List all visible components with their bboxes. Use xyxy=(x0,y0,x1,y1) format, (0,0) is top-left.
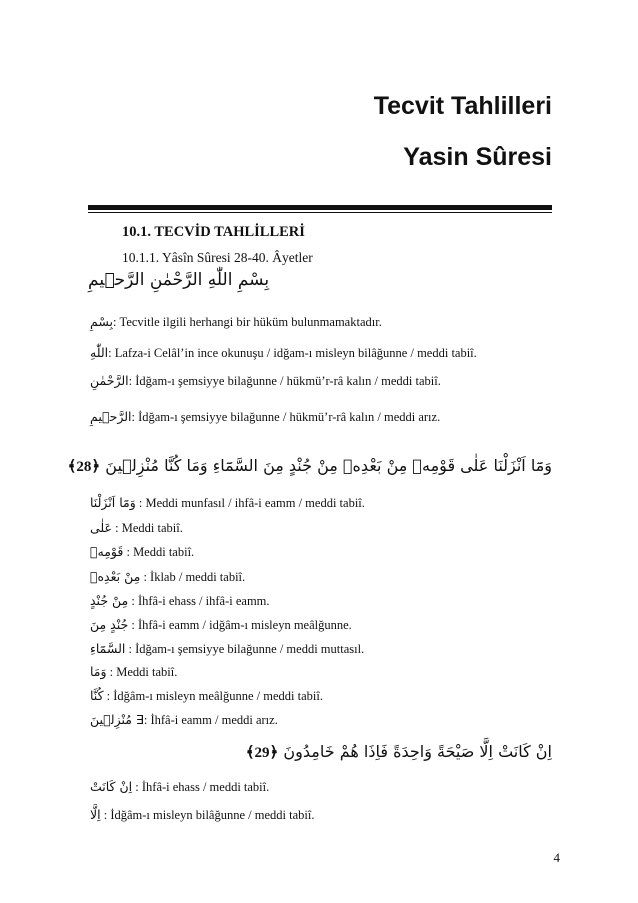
document-title: Tecvit Tahlilleri xyxy=(373,92,552,120)
arabic-word: مِنْ بَعْدِه۪ xyxy=(90,569,141,584)
arabic-word: ∃ مُنْزِل۪ينَ xyxy=(90,712,144,727)
note-text: : İhfâ-i ehass / ihfâ-i eamm. xyxy=(128,594,270,608)
arabic-word: اللّٰهِ xyxy=(90,345,109,360)
arabic-word: وَمَا xyxy=(90,664,107,679)
verse-number: ﴿28﴾ xyxy=(67,459,101,475)
note-text: : İdğâm-ı misleyn meâlğunne / meddi tabiî. xyxy=(103,689,323,703)
note-text: : Meddi munfasıl / ihfâ-i eamm / meddi tabiî. xyxy=(135,496,365,510)
note-line xyxy=(90,409,440,425)
note-line xyxy=(90,495,365,511)
verse-text: اِنْ كَانَتْ اِلَّا صَيْحَةً وَاحِدَةً فَاِذَا هُمْ خَامِدُونَ xyxy=(283,742,552,761)
note-line xyxy=(90,664,177,680)
note-text: : İdğam-ı şemsiyye bilağunne / meddi muttasıl. xyxy=(125,642,365,656)
note-line xyxy=(90,779,269,795)
note-text: : Tecvitle ilgili herhangi bir hüküm bulunmamaktadır. xyxy=(112,315,382,329)
note-line xyxy=(90,712,278,728)
arabic-word: جُنْدٍ مِنَ xyxy=(90,617,129,632)
note-text: : İhfâ-i eamm / idğâm-ı misleyn meâlğunne. xyxy=(128,618,352,632)
arabic-word: الرَّحْمٰنِ xyxy=(90,373,129,388)
basmala-line: بِسْمِ اللّٰهِ الرَّحْمٰنِ الرَّح۪يمِ xyxy=(88,270,270,290)
note-line xyxy=(90,593,270,609)
note-line xyxy=(90,345,477,361)
note-line xyxy=(90,641,364,657)
note-line xyxy=(90,544,194,560)
verse-text: وَمَٓا اَنْزَلْنَا عَلٰى قَوْمِه۪ مِنْ بَعْدِه۪ مِنْ جُنْدٍ مِنَ السَّمَٓاءِ وَمَا كُنَّا مُنْزِل۪ينَ xyxy=(105,456,552,475)
note-line xyxy=(90,314,382,330)
arabic-word: السَّمَٓاءِ xyxy=(90,641,126,656)
page-number: 4 xyxy=(553,850,560,865)
note-text: : Meddi tabiî. xyxy=(112,521,183,535)
note-text: : Meddi tabiî. xyxy=(123,545,195,559)
arabic-word: بِسْمِ xyxy=(90,314,113,329)
note-line xyxy=(90,617,352,633)
document-subtitle: Yasin Sûresi xyxy=(403,143,552,171)
arabic-word: وَمَٓا اَنْزَلْنَا xyxy=(90,495,136,510)
header-rule-thick xyxy=(88,205,552,210)
note-text: : İdğam-ı şemsiyye bilağunne / hükmü’r-râ kalın / meddi arız. xyxy=(131,410,441,424)
arabic-word: مِنْ جُنْدٍ xyxy=(90,593,129,608)
arabic-word: عَلٰى xyxy=(90,520,113,535)
section-heading: 10.1. TECVİD TAHLİLLERİ xyxy=(122,224,305,240)
note-text: : İdğam-ı şemsiyye bilağunne / hükmü’r-râ kalın / meddi tabiî. xyxy=(128,374,441,388)
note-text: : İhfâ-i ehass / meddi tabiî. xyxy=(132,780,270,794)
arabic-word: الرَّح۪يمِ xyxy=(90,409,132,424)
note-text: : Lafza-i Celâl’in ince okunuşu / idğam-ı misleyn bilâğunne / meddi tabiî. xyxy=(108,346,477,360)
header-rule-thin xyxy=(88,212,552,213)
arabic-word: قَوْمِه۪ xyxy=(90,544,124,559)
verse-number: ﴿29﴾ xyxy=(245,745,279,761)
note-text: : İhfâ-i eamm / meddi arız. xyxy=(143,713,278,727)
note-line xyxy=(90,373,441,389)
note-text: : Meddi tabiî. xyxy=(106,665,178,679)
note-line xyxy=(90,688,323,704)
verse-29 xyxy=(246,742,552,762)
arabic-word: اِلَّا xyxy=(90,807,101,822)
note-text: : İklab / meddi tabiî. xyxy=(140,570,246,584)
note-line xyxy=(90,520,183,536)
arabic-word: كُنَّا xyxy=(90,688,104,703)
subsection-heading: 10.1.1. Yâsîn Sûresi 28-40. Âyetler xyxy=(122,250,313,265)
arabic-word: اِنْ كَانَتْ xyxy=(90,779,133,794)
note-line xyxy=(90,807,314,823)
note-line xyxy=(90,569,245,585)
verse-28 xyxy=(68,456,552,476)
note-text: : İdğâm-ı misleyn bilâğunne / meddi tabiî. xyxy=(100,808,315,822)
